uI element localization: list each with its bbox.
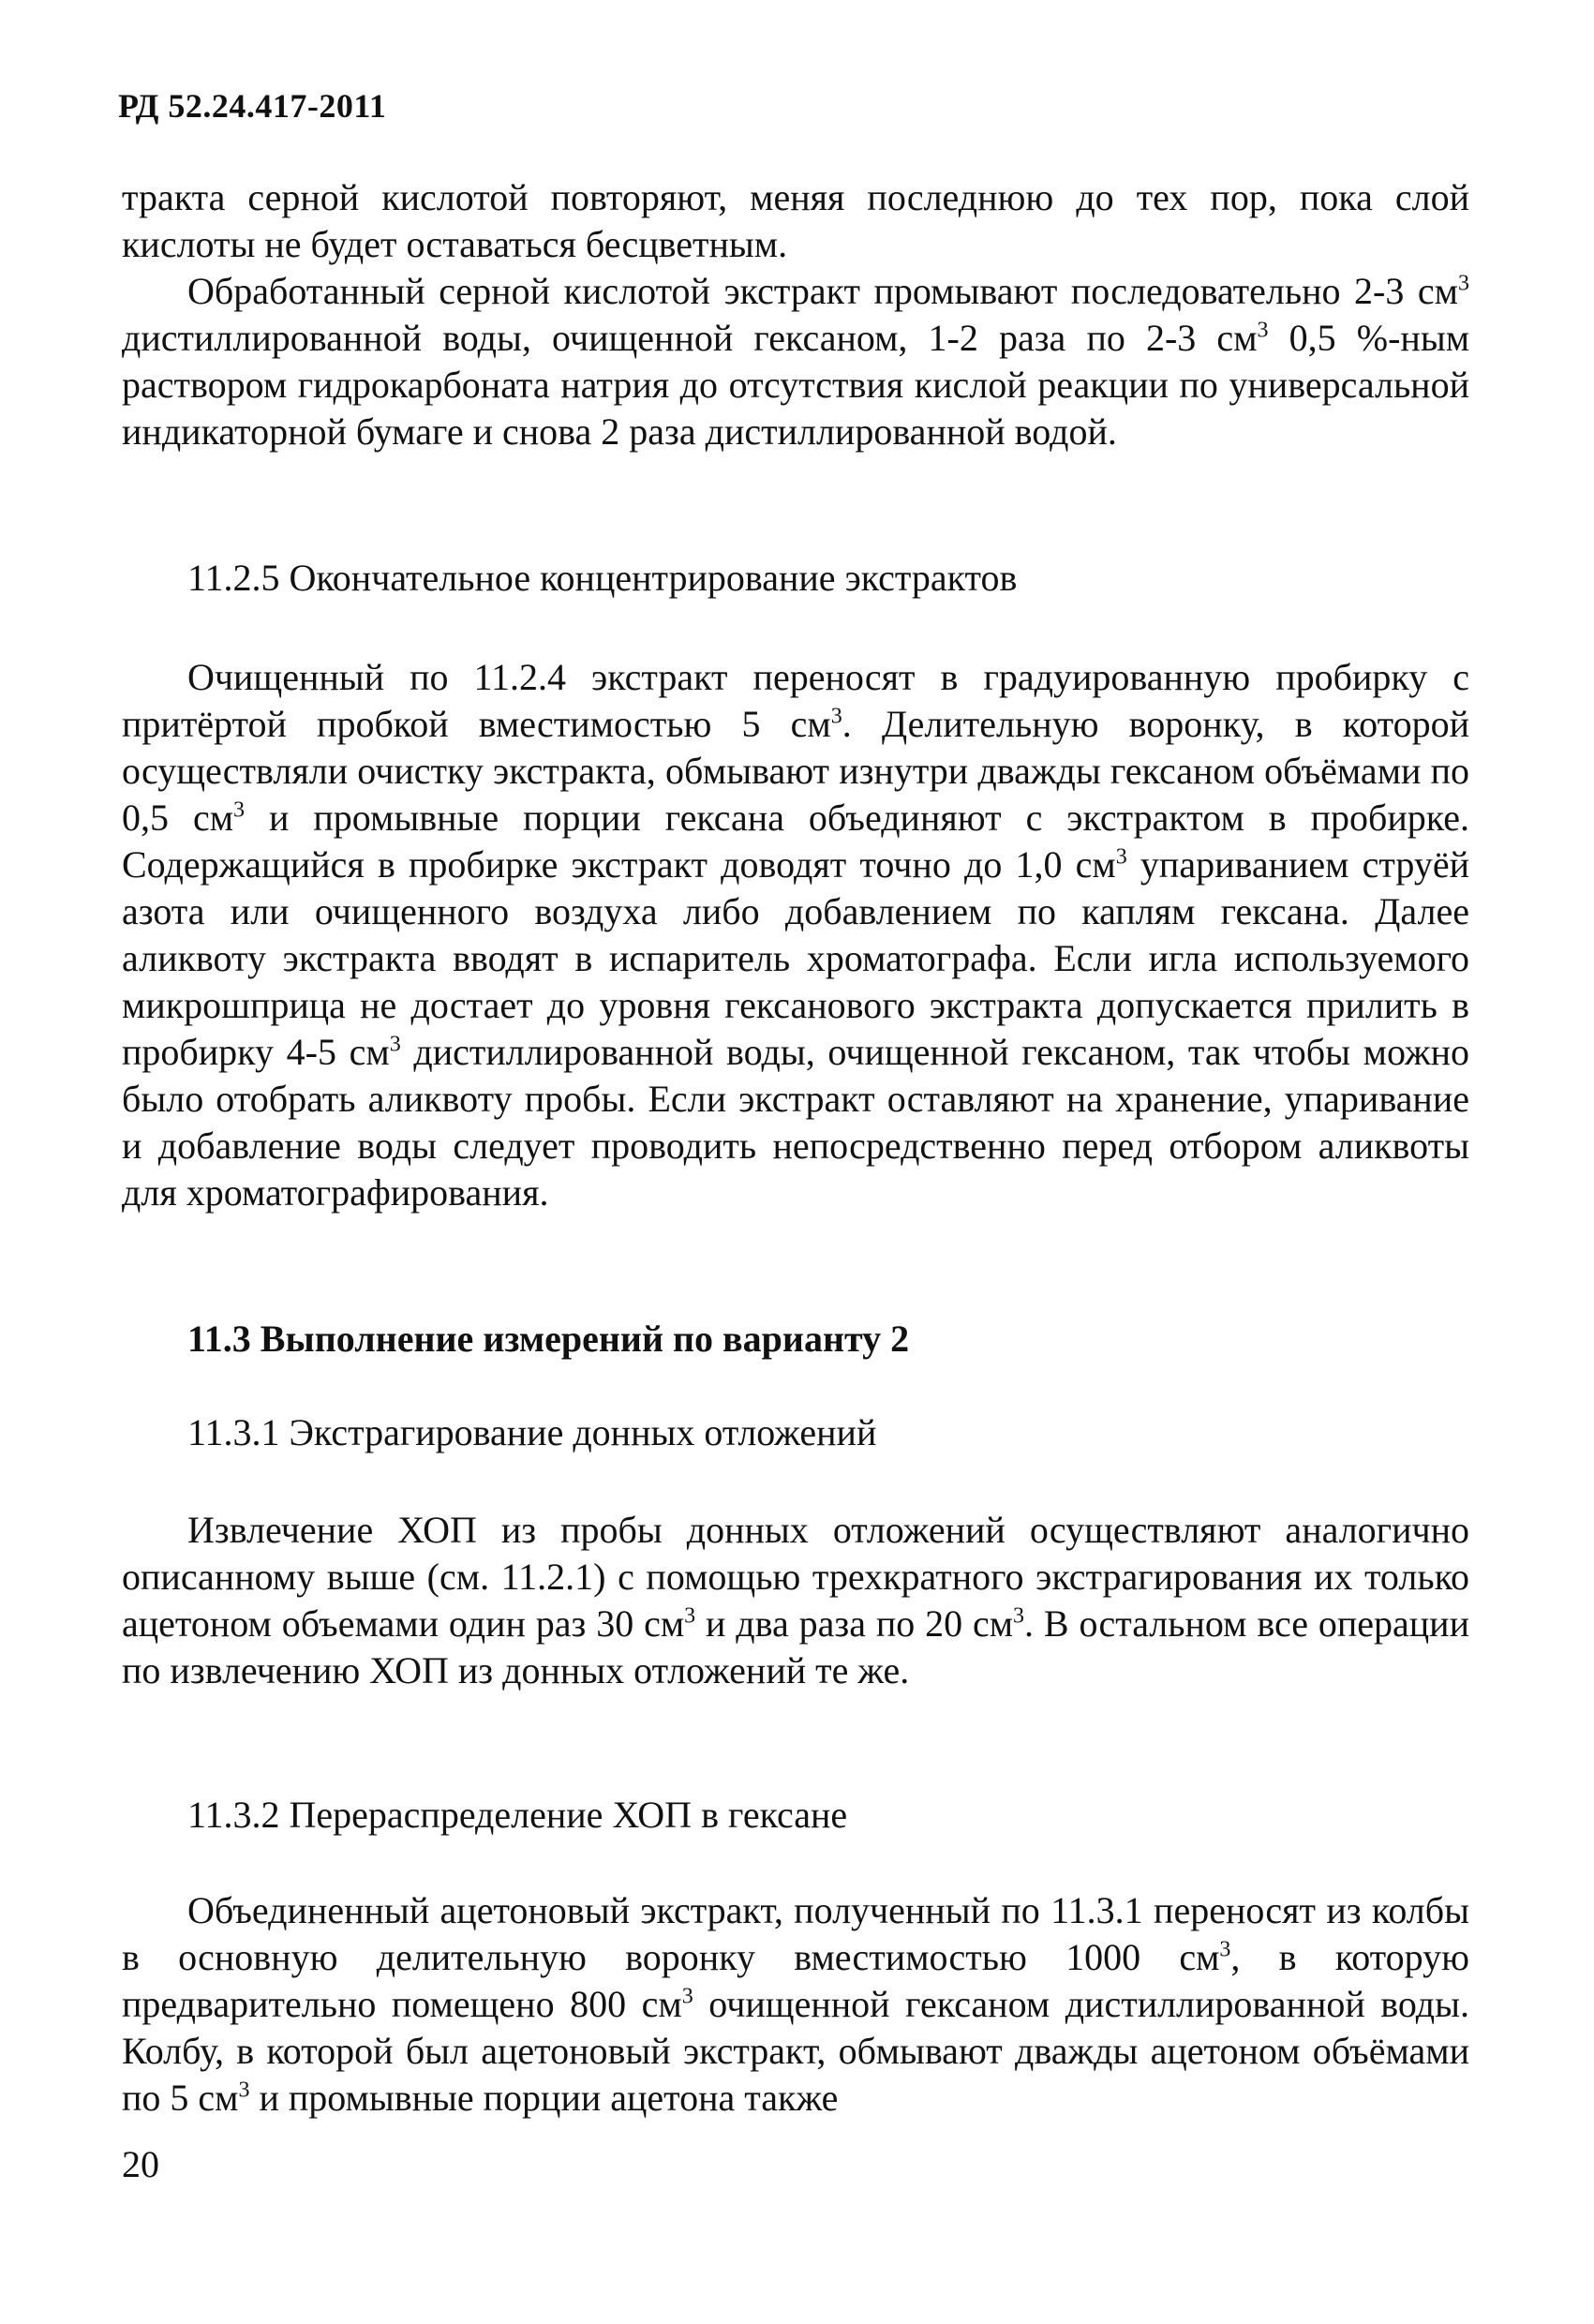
section-heading-11-2-5: 11.2.5 Окончательное концентрирование экстрактов (187, 557, 1018, 599)
paragraph-concentration: Очищенный по 11.2.4 экстракт переносят в градуированную пробирку с притёртой пробкой вместимостью 5 $см^3$. Делительную воронку, в которой осуществляли очистку экстракта, обмывают изнутри дважды гексаном объёмами по 0,5 $см^3$ и промывные порции гексана объединяют с экстрактом в пробирке. Содержащийся в пробирке экстракт доводят точно до 1,0 $см^3$ упариванием струёй азота или очищенного воздуха либо добавлением по каплям гексана. Далее аликвоту экстракта вводят в испаритель хроматографа. Если игла используемого микрошприца не достает до уровня гексанового экстракта допускается прилить в пробирку 4-5 $см^3$ дистиллированной воды, очищенной гексаном, так чтобы можно было отобрать аликвоту пробы. Если экстракт оставляют на хранение, упаривание и добавление воды следует проводить непосредственно перед отбором аликвоты для хроматографирования. (122, 656, 1470, 1214)
paragraph-redistribution: Объединенный ацетоновый экстракт, полученный по 11.3.1 переносят из колбы в основную делительную воронку вместимостью 1000 $см^3$, в которую предварительно помещено 800 $см^3$ очищенной гексаном дистиллированной воды. Колбу, в которой был ацетоновый экстракт, обмывают дважды ацетоном объёмами по 5 $см^3$ и промывные порции ацетона также (122, 1889, 1469, 2119)
section-heading-11-3-1: 11.3.1 Экстрагирование донных отложений (187, 1411, 877, 1453)
section-heading-11-3: 11.3 Выполнение измерений по варианту 2 (187, 1318, 910, 1360)
document-header: РД 52.24.417-2011 (118, 87, 387, 125)
page-number: 20 (122, 2143, 159, 2185)
paragraph-washing: Обработанный серной кислотой экстракт промывают последовательно 2-3 $см^3$ дистиллированной воды, очищенной гексаном, 1-2 раза по 2-3 $см^3$ 0,5 %-ным раствором гидрокарбоната натрия до отсутствия кислой реакции по универсальной индикаторной бумаге и снова 2 раза дистиллированной водой. (122, 270, 1470, 453)
paragraph-continuation: тракта серной кислотой повторяют, меняя последнюю до тех пор, пока слой кислоты не будет оставаться бесцветным. (122, 176, 1469, 265)
paragraph-extraction: Извлечение ХОП из пробы донных отложений осуществляют аналогично описанному выше (см. 11.2.1) с помощью трехкратного экстрагирования их только ацетоном объемами один раз 30 $см^3$ и два раза по 20 $см^3$. В остальном все операции по извлечению ХОП из донных отложений те же. (122, 1509, 1469, 1691)
section-heading-11-3-2: 11.3.2 Перераспределение ХОП в гексане (187, 1794, 848, 1836)
